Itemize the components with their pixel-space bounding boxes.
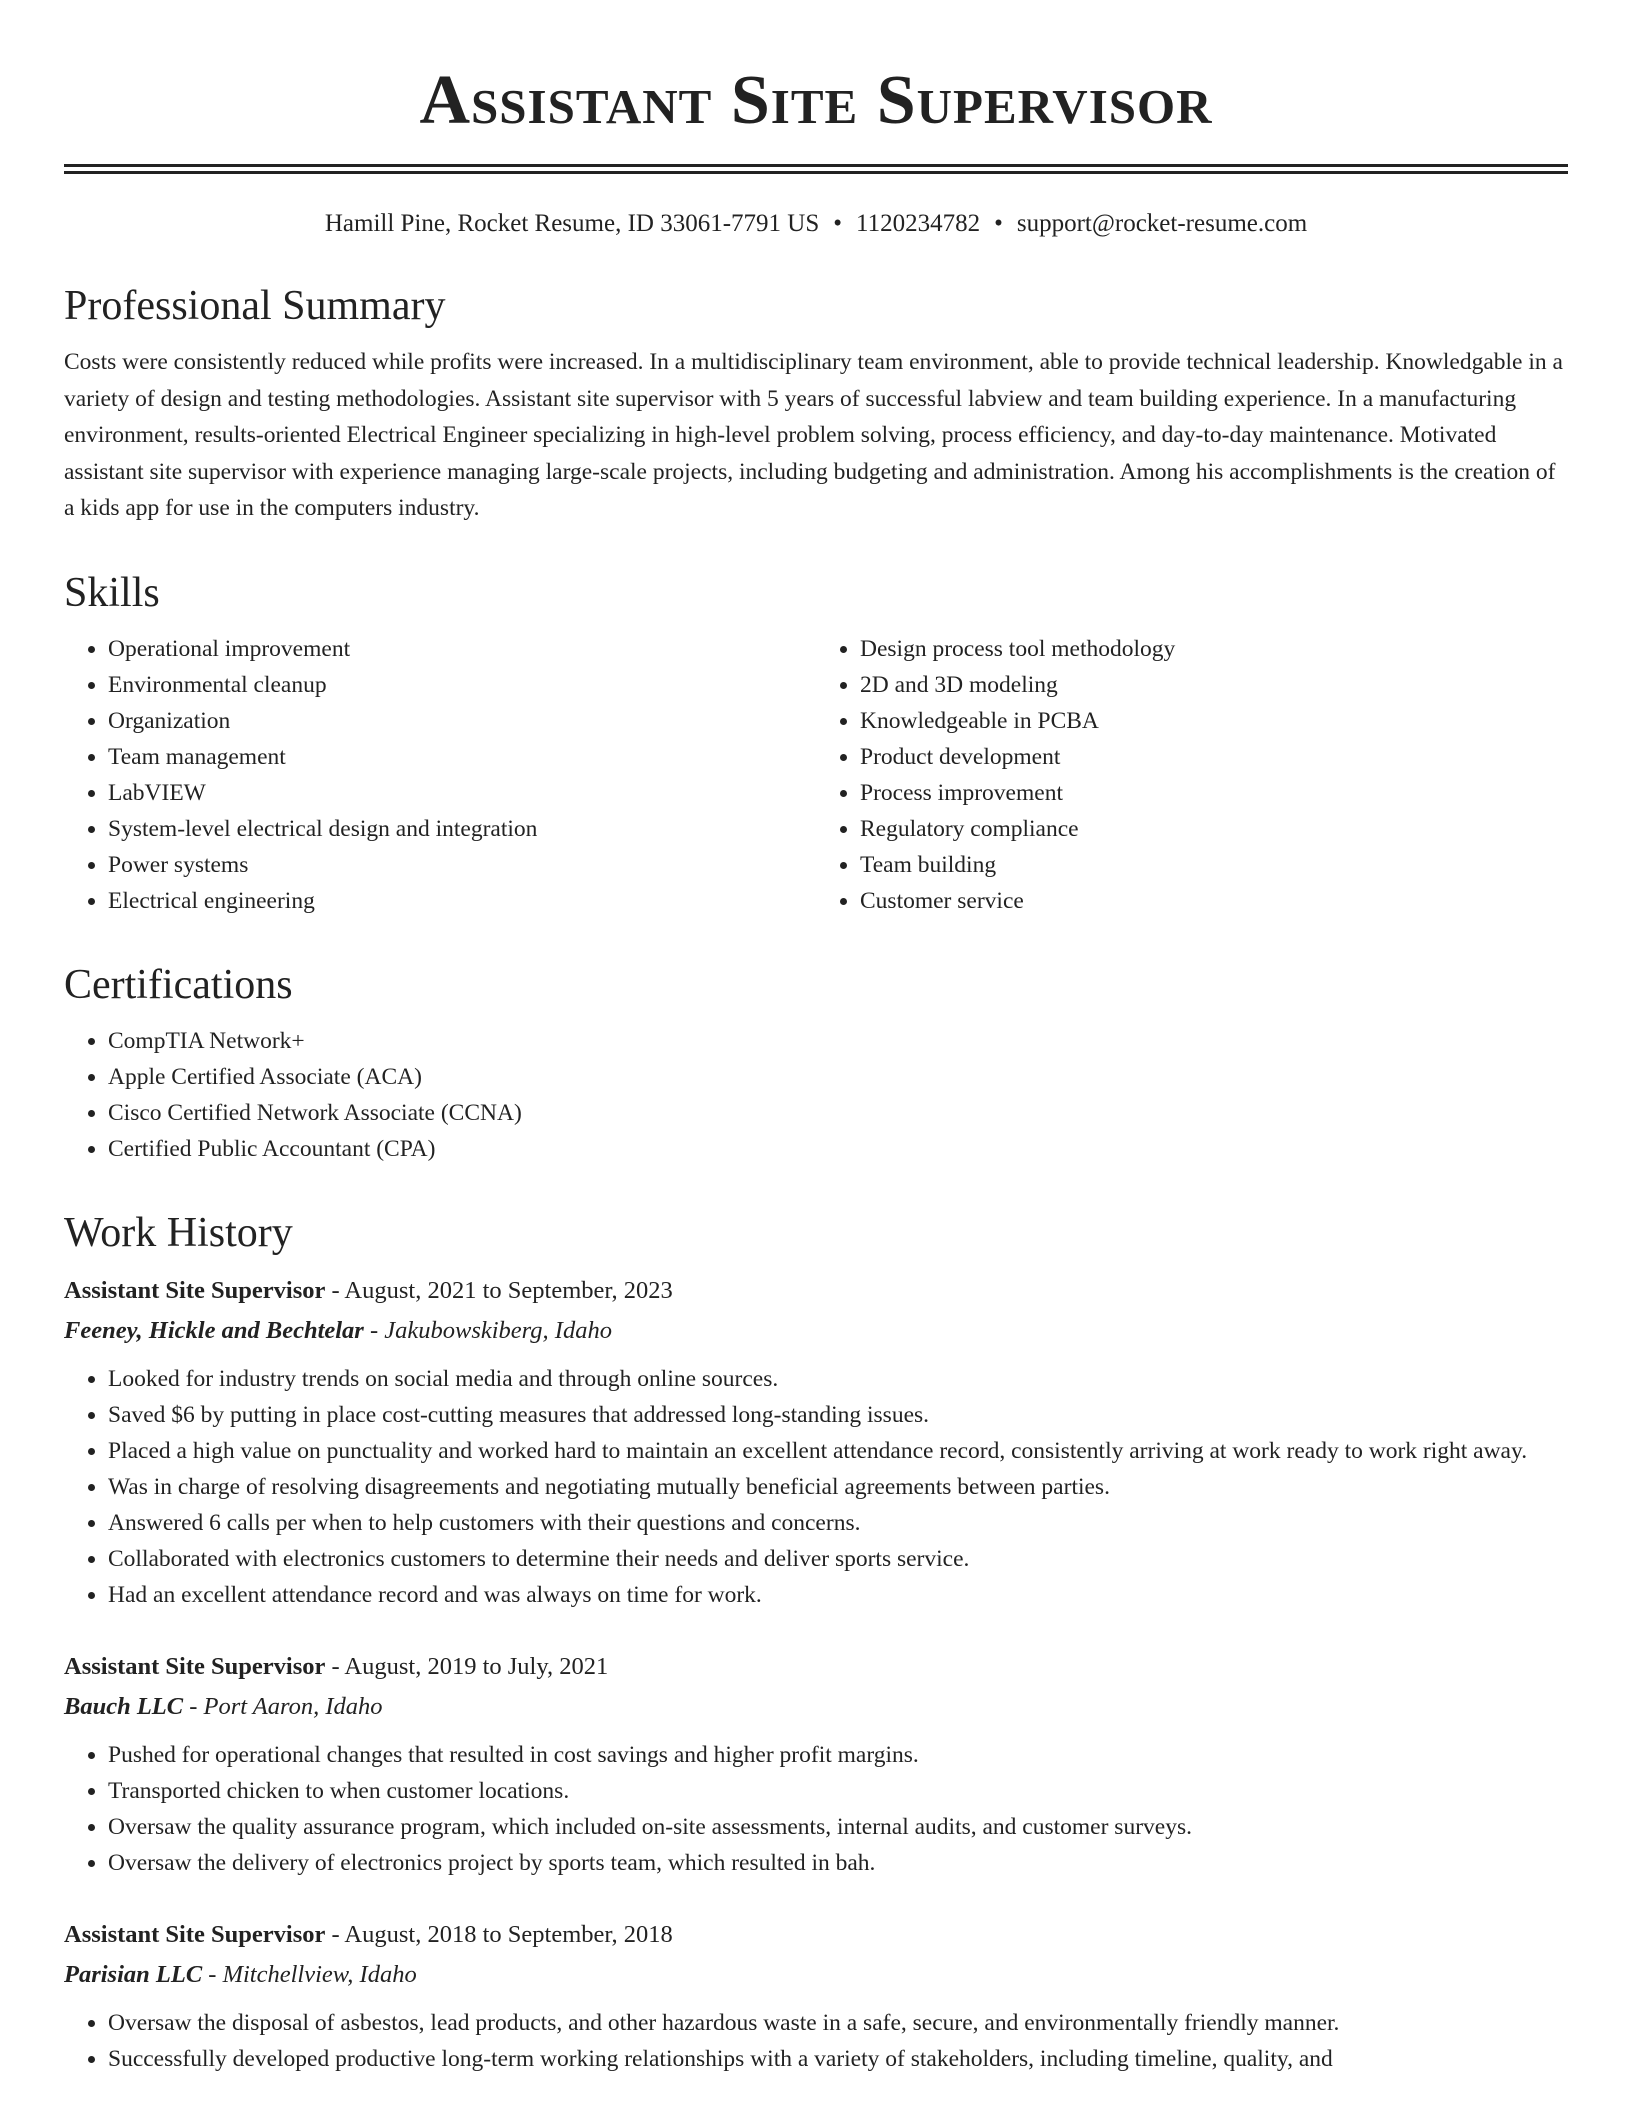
skills-column-right bbox=[816, 631, 1568, 919]
job-duty-item: • Successfully developed productive long-term working relationships with a variety of stakeholders, including timeline, quality, and bbox=[108, 2041, 1568, 2077]
summary-text: Costs were consistently reduced while profits were increased. In a multidisciplinary team environment, able to provide technical leadership. Knowledgable in a variety of design and testing methodologies. Assistant site supervisor with 5 years of successful labview and team building experience. In a manufacturing environment, results-oriented Electrical Engineer specializing in high-level problem solving, process efficiency, and day-to-day maintenance. Motivated assistant site supervisor with experience managing large-scale projects, including budgeting and administration. Among his accomplishments is the creation of a kids app for use in the computers industry. bbox=[64, 349, 1563, 521]
job-location: - Mitchellview, Idaho bbox=[202, 1960, 417, 1988]
certification-item: • Cisco Certified Network Associate (CCNA) bbox=[108, 1095, 1568, 1131]
job-duties bbox=[64, 2005, 1568, 2077]
job-entry bbox=[64, 1915, 1568, 2077]
summary-heading: Professional Summary bbox=[64, 283, 446, 329]
certifications-heading: Certifications bbox=[64, 961, 293, 1008]
candidate-name: Assistant Site Supervisor bbox=[419, 62, 1213, 139]
skill-item: • Team management bbox=[108, 739, 816, 775]
contact-line bbox=[64, 208, 1568, 240]
work-history-heading: Work History bbox=[64, 1209, 293, 1256]
skill-item: • LabVIEW bbox=[108, 775, 816, 811]
skill-item: • Operational improvement bbox=[108, 631, 816, 667]
job-duty-item: • Oversaw the disposal of asbestos, lead products, and other hazardous waste in a safe, secure, and environmentally friendly manner. bbox=[108, 2005, 1568, 2041]
job-duty-item: • Saved $6 by putting in place cost-cutting measures that addressed long-standing issues. bbox=[108, 1397, 1568, 1433]
job-duty-item: • Collaborated with electronics customers to determine their needs and deliver sports service. bbox=[108, 1541, 1568, 1577]
job-duty-item: • Placed a high value on punctuality and worked hard to maintain an excellent attendance record, consistently arriving at work ready to work right away. bbox=[108, 1433, 1568, 1469]
job-entry bbox=[64, 1271, 1568, 1613]
job-company: Bauch LLC bbox=[64, 1692, 184, 1720]
skill-item: • Product development bbox=[860, 739, 1568, 775]
certification-item: • Certified Public Accountant (CPA) bbox=[108, 1131, 1568, 1167]
skills-list bbox=[64, 631, 1568, 919]
contact-separator: • bbox=[994, 210, 1003, 237]
job-dates: - August, 2019 to July, 2021 bbox=[325, 1652, 609, 1680]
skill-item: • Customer service bbox=[860, 883, 1568, 919]
skill-item: • Electrical engineering bbox=[108, 883, 816, 919]
job-duty-item: • Pushed for operational changes that resulted in cost savings and higher profit margins. bbox=[108, 1737, 1568, 1773]
job-duty-item: • Had an excellent attendance record and was always on time for work. bbox=[108, 1577, 1568, 1613]
skill-item: • Regulatory compliance bbox=[860, 811, 1568, 847]
contact-address: Hamill Pine, Rocket Resume, ID 33061-7791 US bbox=[324, 210, 820, 237]
job-title-line bbox=[64, 1647, 1568, 1687]
job-duty-item: • Oversaw the delivery of electronics project by sports team, which resulted in bah. bbox=[108, 1845, 1568, 1881]
skill-item: • Power systems bbox=[108, 847, 816, 883]
skill-item: • Process improvement bbox=[860, 775, 1568, 811]
job-duties bbox=[64, 1737, 1568, 1881]
job-dates: - August, 2018 to September, 2018 bbox=[325, 1920, 673, 1948]
job-duty-item: • Transported chicken to when customer locations. bbox=[108, 1773, 1568, 1809]
job-company: Parisian LLC bbox=[64, 1960, 203, 1988]
job-duty-item: • Was in charge of resolving disagreements and negotiating mutually beneficial agreements between parties. bbox=[108, 1469, 1568, 1505]
skill-item: • Team building bbox=[860, 847, 1568, 883]
certifications-list bbox=[64, 1023, 1568, 1167]
skill-item: • 2D and 3D modeling bbox=[860, 667, 1568, 703]
job-title: Assistant Site Supervisor bbox=[64, 1920, 326, 1948]
skill-item: • Knowledgeable in PCBA bbox=[860, 703, 1568, 739]
contact-email[interactable]: support@rocket-resume.com bbox=[1016, 210, 1308, 237]
skill-item: • Organization bbox=[108, 703, 816, 739]
skill-item: • Design process tool methodology bbox=[860, 631, 1568, 667]
contact-separator: • bbox=[833, 210, 843, 237]
job-duties bbox=[64, 1361, 1568, 1613]
job-duty-item: • Oversaw the quality assurance program, which included on-site assessments, internal audits, and customer surveys. bbox=[108, 1809, 1568, 1845]
job-company-line bbox=[64, 1687, 1568, 1727]
job-company-line bbox=[64, 1311, 1568, 1351]
job-title: Assistant Site Supervisor bbox=[64, 1652, 326, 1680]
job-title-line bbox=[64, 1271, 1568, 1311]
job-dates: - August, 2021 to September, 2023 bbox=[325, 1276, 673, 1304]
contact-phone: 1120234782 bbox=[856, 210, 981, 237]
header-divider bbox=[64, 164, 1568, 174]
job-location: - Port Aaron, Idaho bbox=[183, 1692, 383, 1720]
job-title: Assistant Site Supervisor bbox=[64, 1276, 326, 1304]
certification-item: • Apple Certified Associate (ACA) bbox=[108, 1059, 1568, 1095]
job-title-line bbox=[64, 1915, 1568, 1955]
skill-item: • System-level electrical design and integration bbox=[108, 811, 816, 847]
skills-column-left bbox=[64, 631, 816, 919]
job-entry bbox=[64, 1647, 1568, 1881]
skills-heading: Skills bbox=[64, 569, 160, 616]
certification-item: • CompTIA Network+ bbox=[108, 1023, 1568, 1059]
job-location: - Jakubowskiberg, Idaho bbox=[363, 1316, 612, 1344]
job-duty-item: • Looked for industry trends on social media and through online sources. bbox=[108, 1361, 1568, 1397]
skill-item: • Environmental cleanup bbox=[108, 667, 816, 703]
job-company-line bbox=[64, 1955, 1568, 1995]
job-company: Feeney, Hickle and Bechtelar bbox=[64, 1316, 364, 1344]
job-duty-item: • Answered 6 calls per when to help customers with their questions and concerns. bbox=[108, 1505, 1568, 1541]
